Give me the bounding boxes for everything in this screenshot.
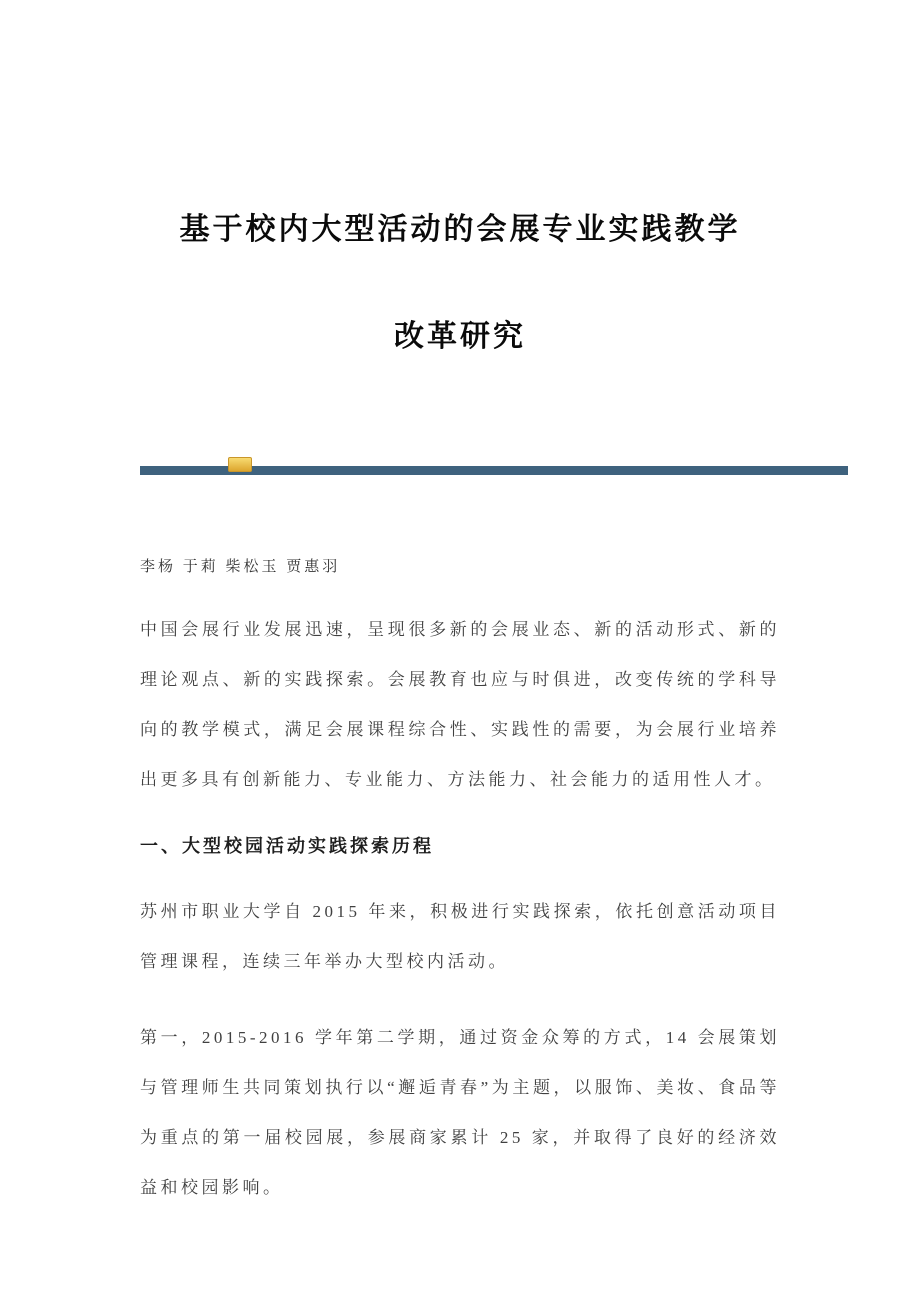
section-1-paragraph-1: 苏州市职业大学自 2015 年来，积极进行实践探索，依托创意活动项目管理课程，连续三年举办大型校内活动。 [140, 902, 780, 971]
title-line-1: 基于校内大型活动的会展专业实践教学 [179, 213, 741, 246]
intro-paragraph: 中国会展行业发展迅速，呈现很多新的会展业态、新的活动形式、新的理论观点、新的实践探索。会展教育也应与时俱进，改变传统的学科导向的教学模式，满足会展课程综合性、实践性的需要，为会展行业培养出更多具有创新能力、专业能力、方法能力、社会能力的适用性人才。 [140, 620, 780, 789]
section-1-heading: 一、大型校园活动实践探索历程 [140, 836, 434, 856]
authors-line: 李杨 于莉 柴松玉 贾惠羽 [140, 559, 341, 575]
title-divider-rule [140, 466, 848, 475]
document-title [0, 0, 920, 355]
document-body [140, 555, 780, 1213]
gold-marker-icon [228, 457, 252, 472]
title-line-2: 改革研究 [394, 320, 526, 353]
section-1-paragraph-2: 第一，2015-2016 学年第二学期，通过资金众筹的方式，14 会展策划与管理师生共同策划执行以“邂逅青春”为主题，以服饰、美妆、食品等为重点的第一届校园展，参展商家累计 25 家，并取得了良好的经济效益和校园影响。 [140, 1028, 780, 1197]
